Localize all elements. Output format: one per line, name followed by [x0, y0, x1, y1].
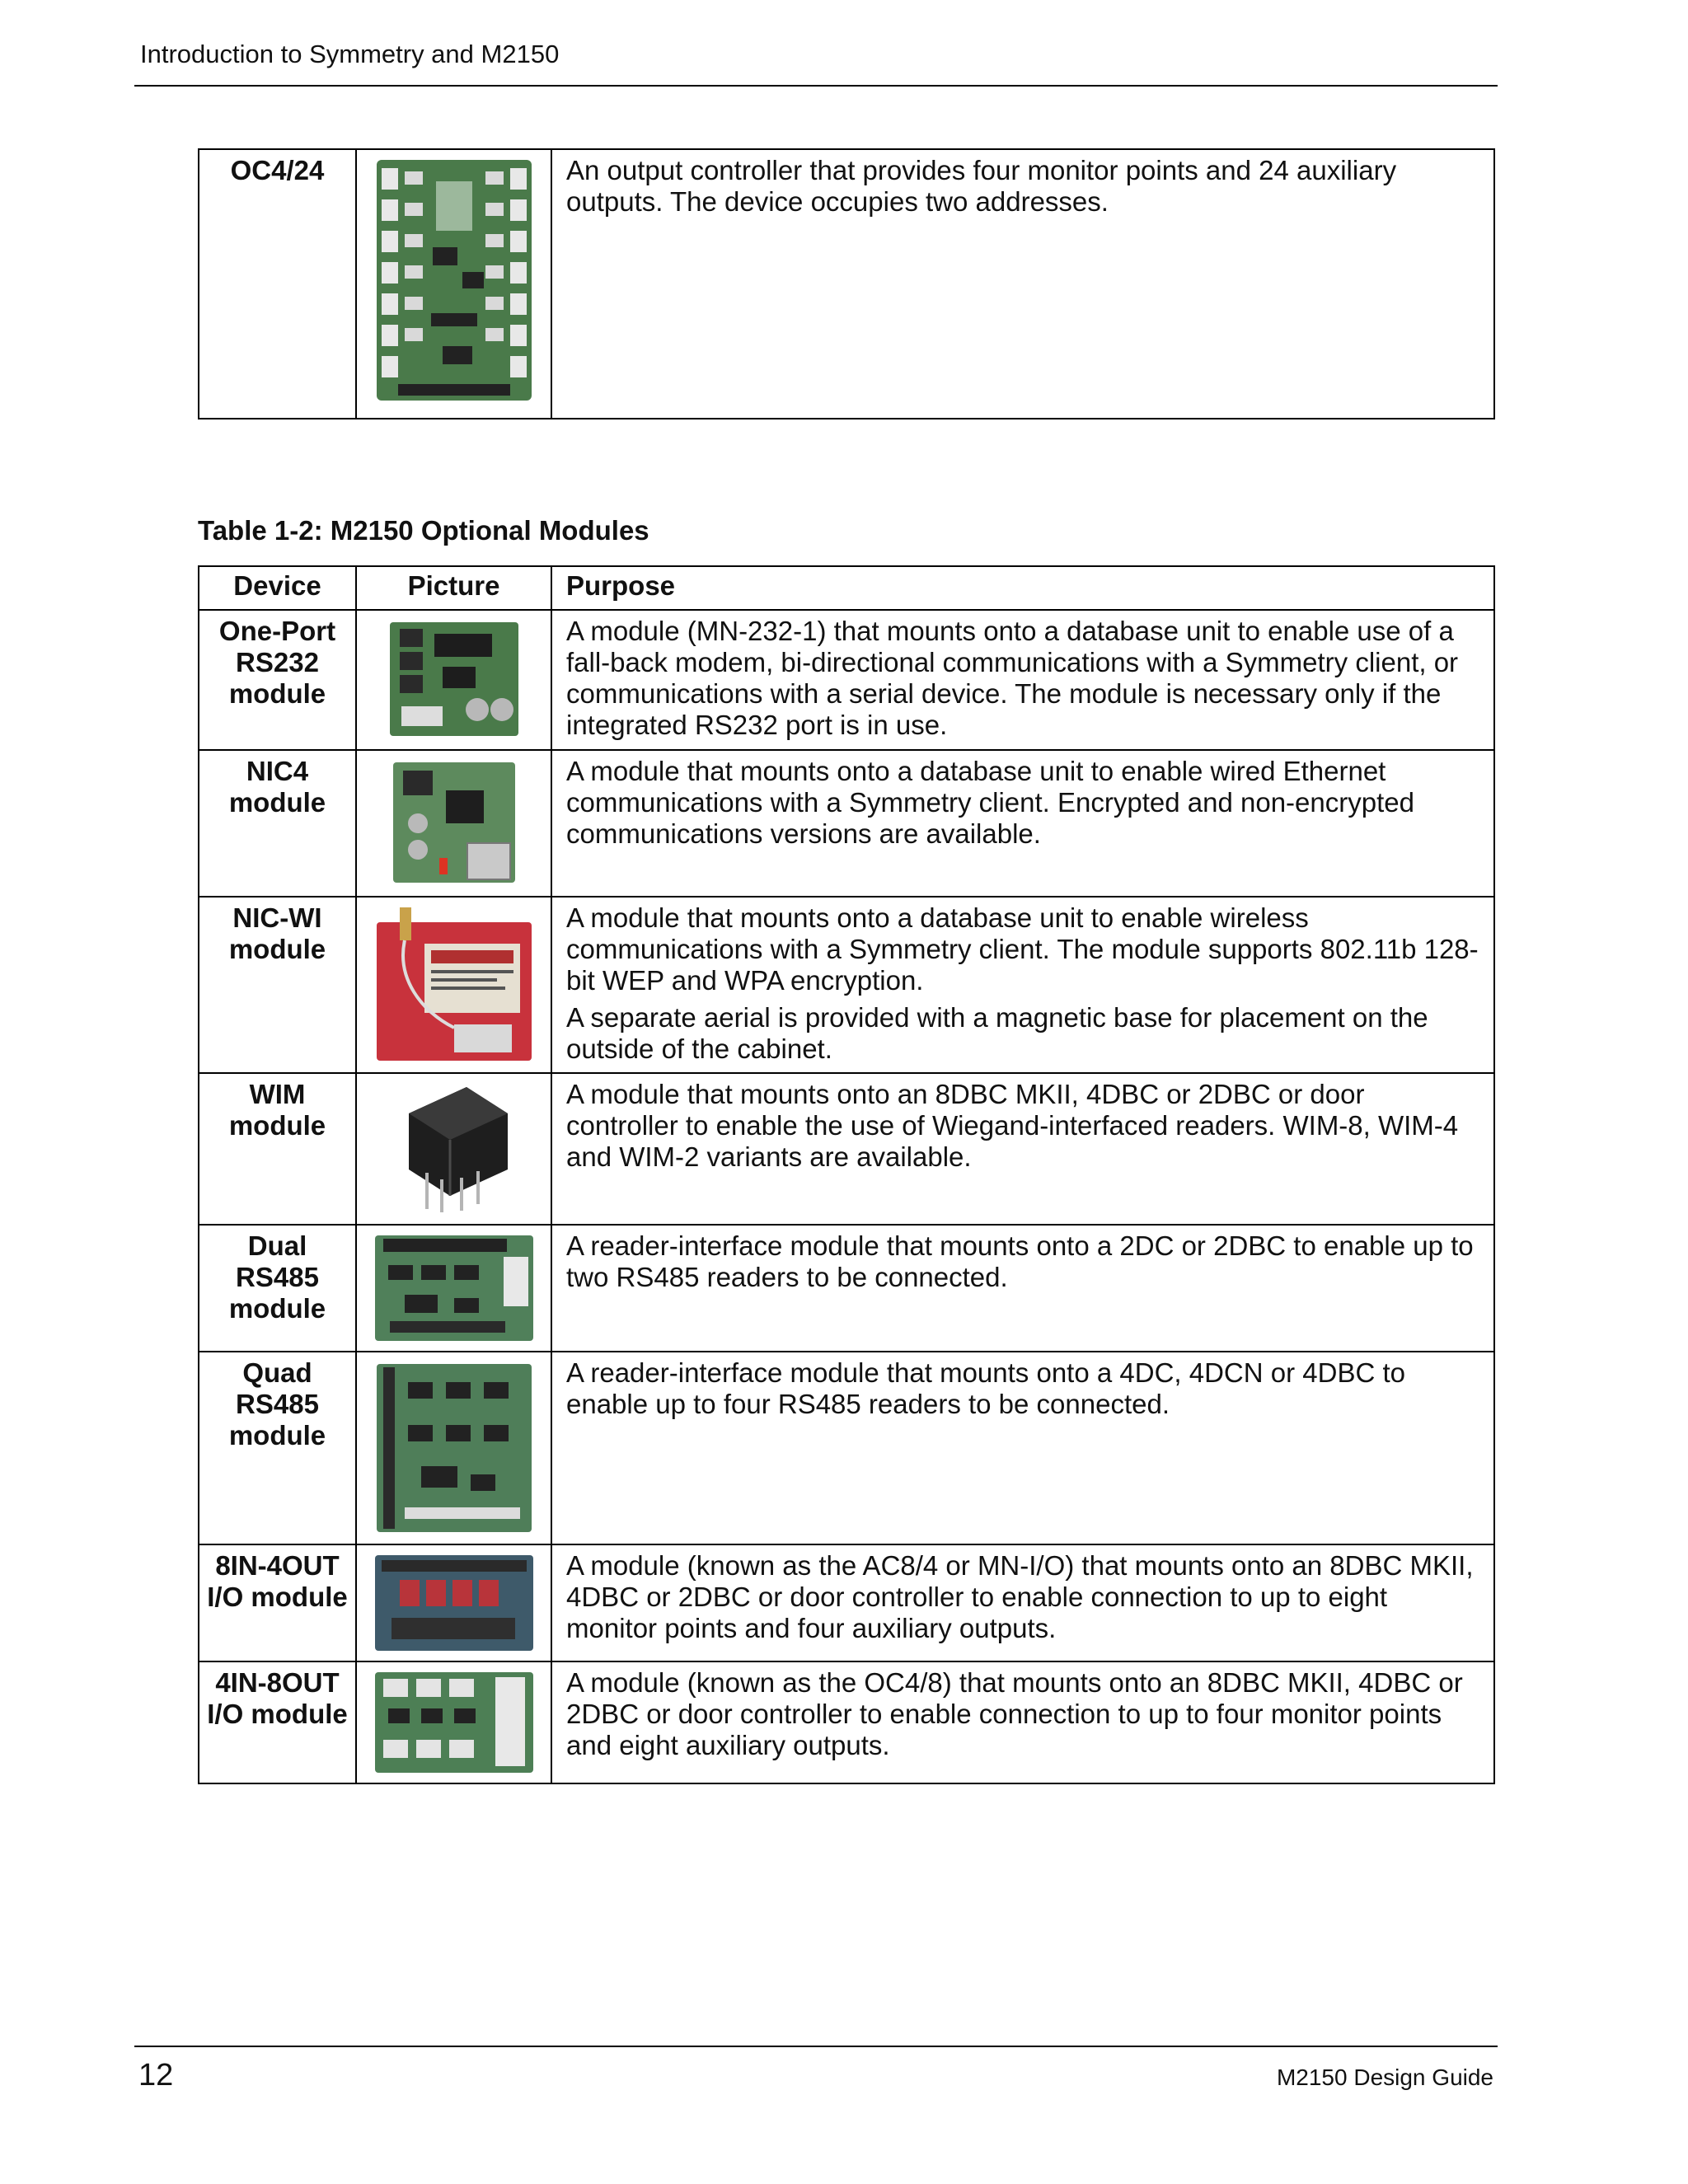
device-cell: WIM module	[199, 1073, 356, 1225]
purpose-text: A module (MN-232-1) that mounts onto a database unit to enable use of a fall-back modem, bi-directional communications with a Symmetry client, or communications with a serial device. The module is necessary only if the integrated RS232 port is in use.	[566, 616, 1459, 740]
purpose-cell	[551, 1073, 1494, 1225]
oc4-24-board-image	[373, 157, 535, 404]
device-cell: 4IN-8OUT I/O module	[199, 1661, 356, 1783]
page-number: 12	[138, 2058, 174, 2093]
dual-rs485-board-image	[372, 1232, 537, 1344]
nic4-module-image	[388, 757, 520, 888]
io-4in-8out-board-image	[372, 1669, 537, 1776]
device-cell: OC4/24	[199, 149, 356, 419]
purpose-cell	[551, 1544, 1494, 1661]
picture-cell	[356, 1073, 551, 1225]
footer-rule	[134, 2046, 1498, 2047]
purpose-text: An output controller that provides four monitor points and 24 auxiliary outputs. The device occupies two addresses.	[566, 155, 1397, 217]
purpose-cell	[551, 1352, 1494, 1544]
purpose-cell	[551, 149, 1494, 419]
picture-cell	[356, 149, 551, 419]
picture-cell	[356, 1544, 551, 1661]
device-cell: Quad RS485 module	[199, 1352, 356, 1544]
footer-doc-title: M2150 Design Guide	[1276, 2064, 1493, 2090]
table-row	[199, 750, 1494, 897]
rs232-module-image	[385, 617, 523, 741]
purpose-text: A module that mounts onto an 8DBC MKII, 4DBC or 2DBC or door controller to enable the use of Wiegand-interfaced readers. WIM-8, WIM-4 and WIM-2 variants are available.	[566, 1079, 1459, 1172]
io-8in-4out-board-image	[372, 1552, 537, 1654]
purpose-text: A module (known as the AC8/4 or MN-I/O) that mounts onto an 8DBC MKII, 4DBC or 2DBC or door controller to enable connection to up to eight monitor points and four auxiliary outputs.	[566, 1550, 1474, 1643]
column-header-device: Device	[199, 566, 356, 610]
purpose-cell	[551, 897, 1494, 1073]
purpose-text: A module that mounts onto a database unit to enable wireless communications with a Symmetry client. The module supports 802.11b 128-bit WEP and WPA encryption.	[566, 902, 1479, 996]
purpose-text: A reader-interface module that mounts onto a 2DC or 2DBC to enable up to two RS485 readers to be connected.	[566, 1230, 1474, 1292]
table-row	[199, 1661, 1494, 1783]
purpose-cell	[551, 1225, 1494, 1352]
table-header-row	[199, 566, 1494, 610]
purpose-cell	[551, 610, 1494, 750]
running-header: Introduction to Symmetry and M2150	[140, 40, 560, 68]
table-row	[199, 1544, 1494, 1661]
device-cell: One-Port RS232 module	[199, 610, 356, 750]
table-row	[199, 610, 1494, 750]
table-oc4-24-continuation	[198, 148, 1495, 419]
column-header-purpose: Purpose	[551, 566, 1494, 610]
table-row	[199, 897, 1494, 1073]
nic-wi-module-image	[372, 904, 537, 1066]
picture-cell	[356, 750, 551, 897]
purpose-cell	[551, 750, 1494, 897]
picture-cell	[356, 1352, 551, 1544]
device-cell: NIC4 module	[199, 750, 356, 897]
picture-cell	[356, 610, 551, 750]
picture-cell	[356, 897, 551, 1073]
table-row	[199, 1352, 1494, 1544]
table-row	[199, 1073, 1494, 1225]
picture-cell	[356, 1225, 551, 1352]
quad-rs485-board-image	[372, 1359, 537, 1537]
column-header-picture: Picture	[356, 566, 551, 610]
device-cell: 8IN-4OUT I/O module	[199, 1544, 356, 1661]
header-rule	[134, 85, 1498, 87]
table-caption: Table 1-2: M2150 Optional Modules	[198, 515, 649, 546]
picture-cell	[356, 1661, 551, 1783]
purpose-text: A module that mounts onto a database unit to enable wired Ethernet communications with a Symmetry client. Encrypted and non-encrypted communications versions are available.	[566, 756, 1414, 849]
purpose-text: A separate aerial is provided with a magnetic base for placement on the outside of the cabinet.	[566, 1002, 1428, 1064]
table-row	[199, 149, 1494, 419]
purpose-text: A reader-interface module that mounts onto a 4DC, 4DCN or 4DBC to enable up to four RS485 readers to be connected.	[566, 1357, 1405, 1419]
purpose-cell	[551, 1661, 1494, 1783]
device-cell: NIC-WI module	[199, 897, 356, 1073]
wim-module-image	[392, 1080, 516, 1216]
table-row	[199, 1225, 1494, 1352]
table-optional-modules	[198, 565, 1495, 1784]
purpose-text: A module (known as the OC4/8) that mounts onto an 8DBC MKII, 4DBC or 2DBC or door controller to enable connection to up to four monitor points and eight auxiliary outputs.	[566, 1667, 1463, 1760]
device-cell: Dual RS485 module	[199, 1225, 356, 1352]
